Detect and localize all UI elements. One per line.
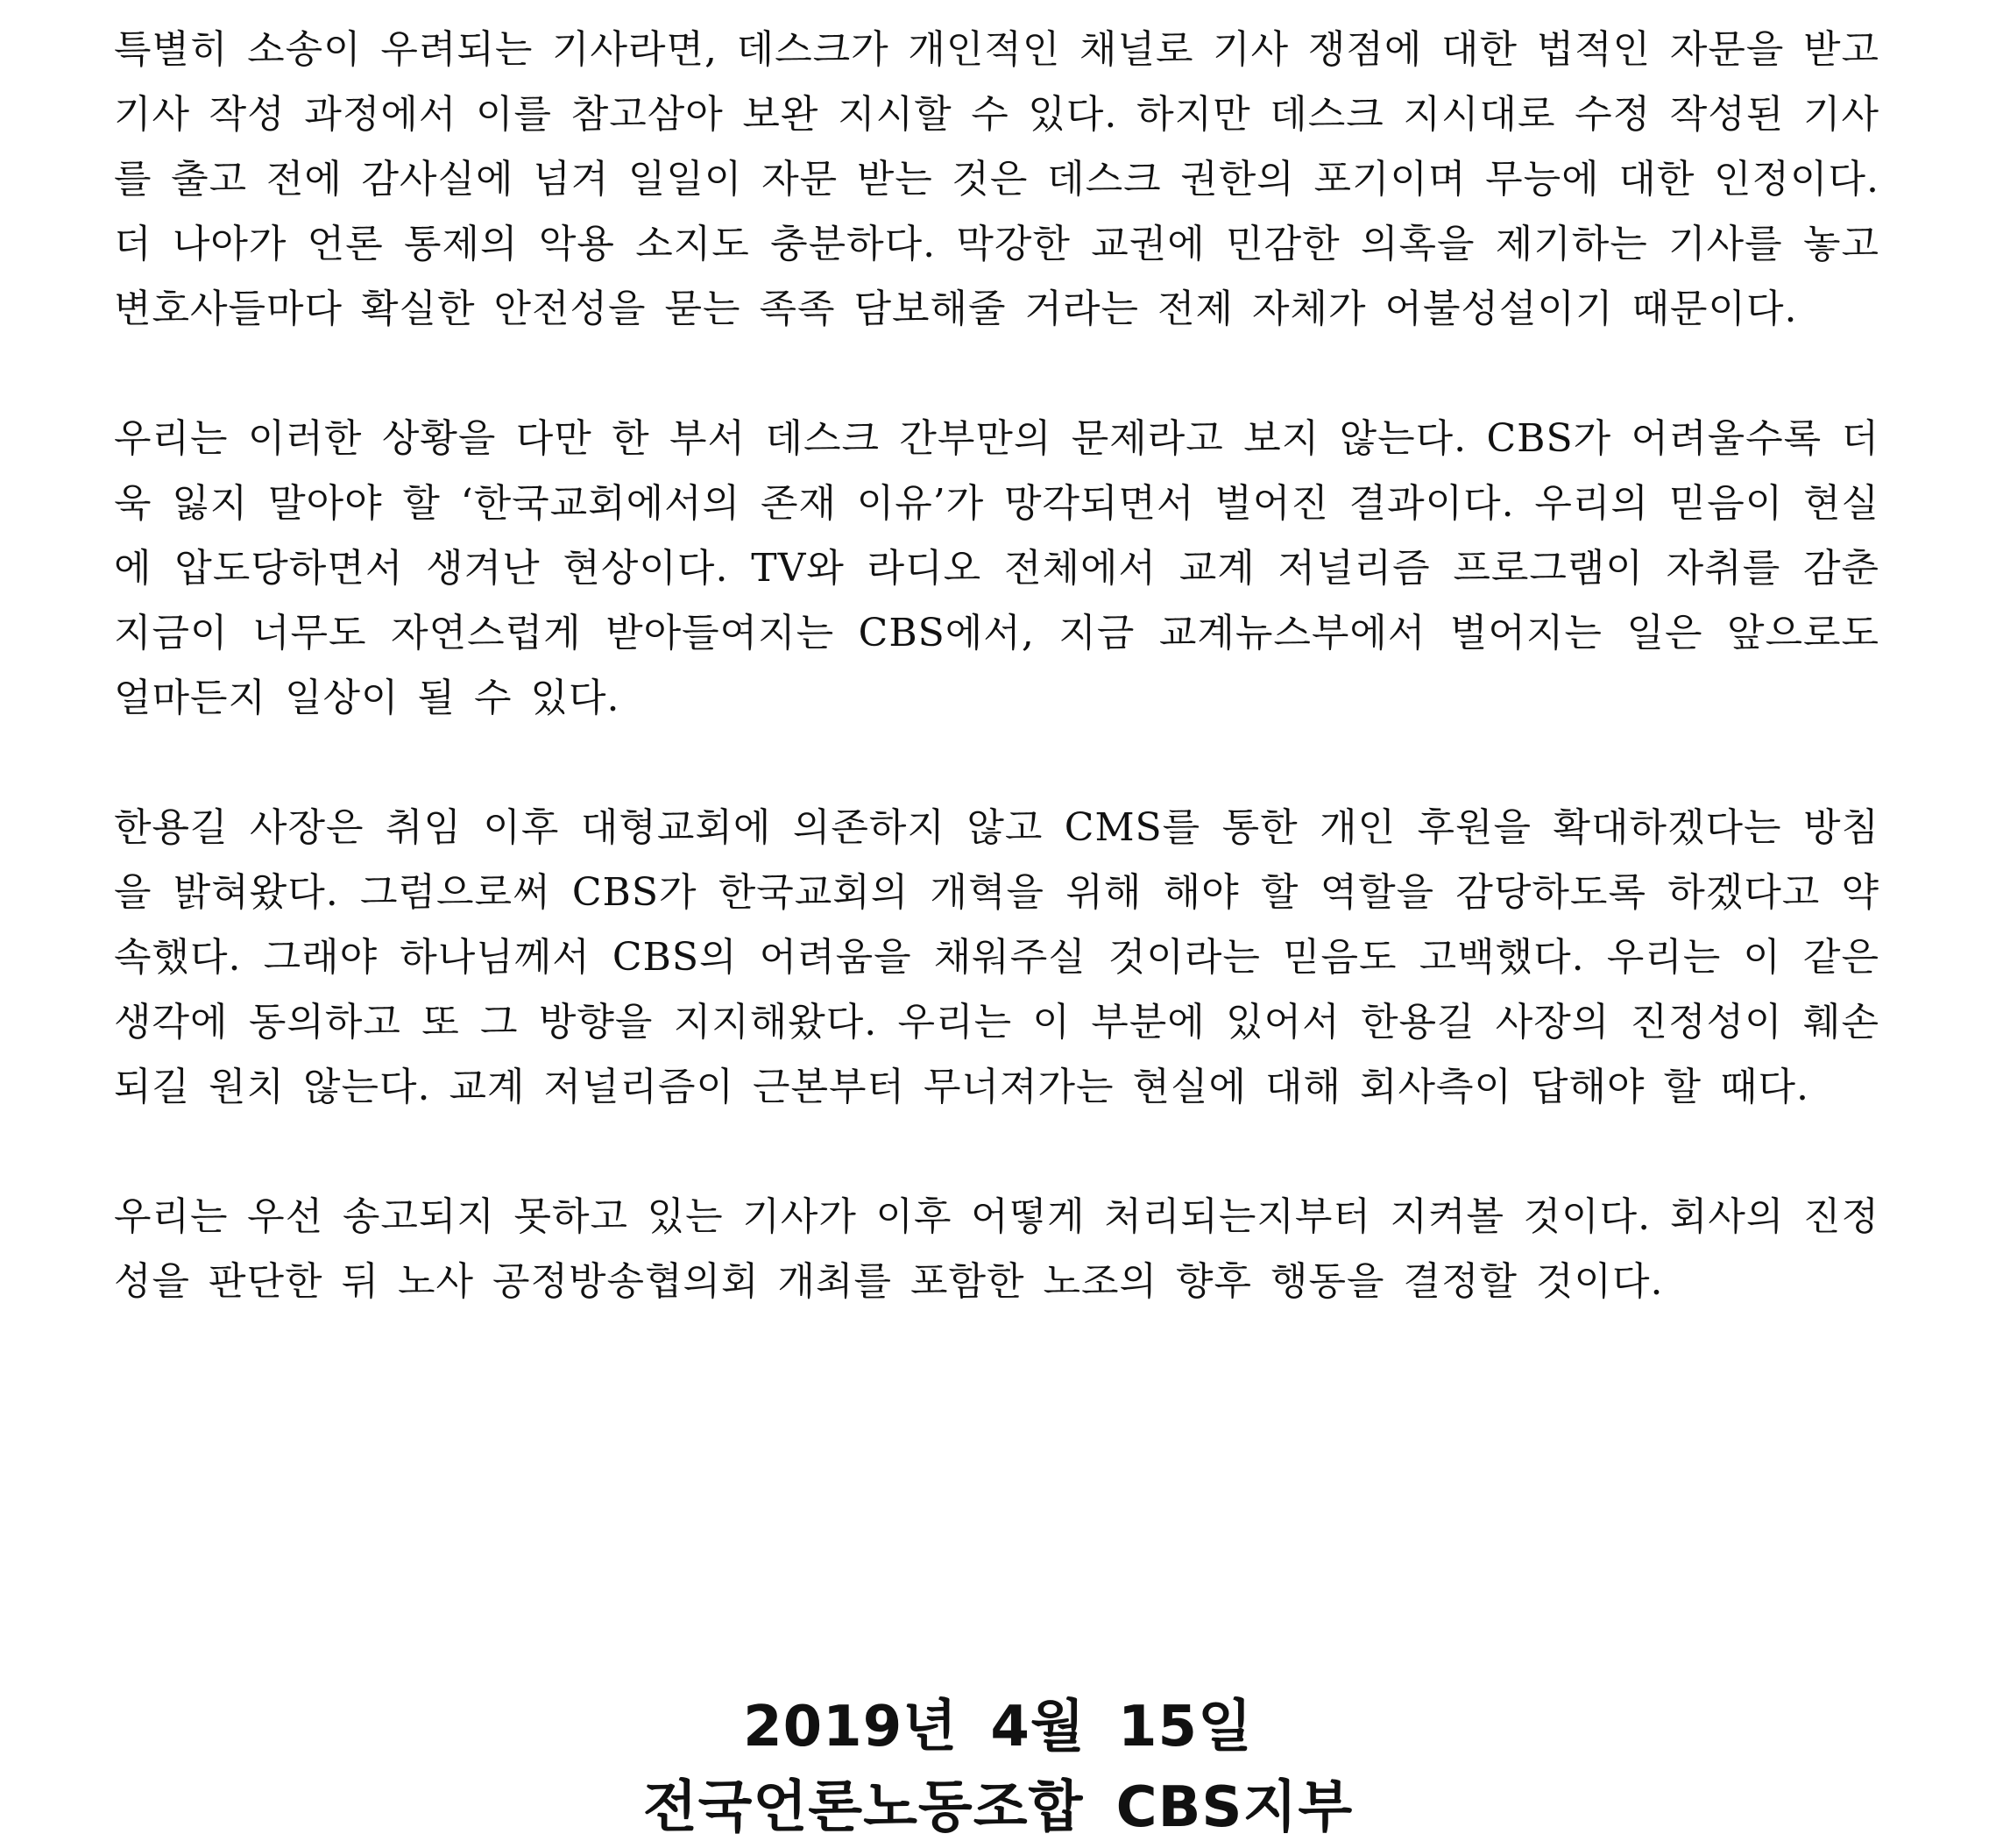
paragraph-president-pledge: 한용길 사장은 취임 이후 대형교회에 의존하지 않고 CMS를 통한 개인 후원을 확대하겠다는 방침을 밝혀왔다. 그럼으로써 CBS가 한국교회의 개혁을 위해 해야 할 역할을 감당하도록 하겠다고 약속했다. 그래야 하나님께서 CBS의 어려움을 채워주실 것이라는 믿음도 고백했다. 우리는 이 같은 생각에 동의하고 또 그 방향을 지지해왔다. 우리는 이 부분에 있어서 한용길 사장의 진정성이 훼손되길 원치 않는다. 교계 저널리즘이 근본부터 무너져가는 현실에 대해 회사측이 답해야 할 때다. xyxy=(114,805,1880,1109)
statement-signature xyxy=(0,1687,1996,1848)
statement-body xyxy=(114,18,1879,1314)
paragraph-legal-review: 특별히 소송이 우려되는 기사라면, 데스크가 개인적인 채널로 기사 쟁점에 대한 법적인 자문을 받고 기사 작성 과정에서 이를 참고삼아 보완 지시할 수 있다. 하지만 데스크 지시대로 수정 작성된 기사를 출고 전에 감사실에 넘겨 일일이 자문 받는 것은 데스크 권한의 포기이며 무능에 대한 인정이다. 더 나아가 언론 통제의 악용 소지도 충분하다. 막강한 교권에 민감한 의혹을 제기하는 기사를 놓고 변호사들마다 확실한 안전성을 묻는 족족 담보해줄 거라는 전제 자체가 어불성설이기 때문이다. xyxy=(114,27,1879,331)
statement-date: 2019년 4월 15일 xyxy=(743,1695,1253,1759)
paragraph-next-steps: 우리는 우선 송고되지 못하고 있는 기사가 이후 어떻게 처리되는지부터 지켜볼 것이다. 회사의 진정성을 판단한 뒤 노사 공정방송협의회 개최를 포함한 노조의 향후 행동을 결정할 것이다. xyxy=(114,1194,1879,1304)
paragraph-mission: 우리는 이러한 상황을 다만 한 부서 데스크 간부만의 문제라고 보지 않는다. CBS가 어려울수록 더욱 잃지 말아야 할 ‘한국교회에서의 존재 이유’가 망각되면서 벌어진 결과이다. 우리의 믿음이 현실에 압도당하면서 생겨난 현상이다. TV와 라디오 전체에서 교계 저널리즘 프로그램이 자취를 감춘 지금이 너무도 자연스럽게 받아들여지는 CBS에서, 지금 교계뉴스부에서 벌어지는 일은 앞으로도 얼마든지 일상이 될 수 있다. xyxy=(114,416,1879,720)
union-name: 전국언론노동조합 CBS지부 xyxy=(642,1775,1354,1840)
